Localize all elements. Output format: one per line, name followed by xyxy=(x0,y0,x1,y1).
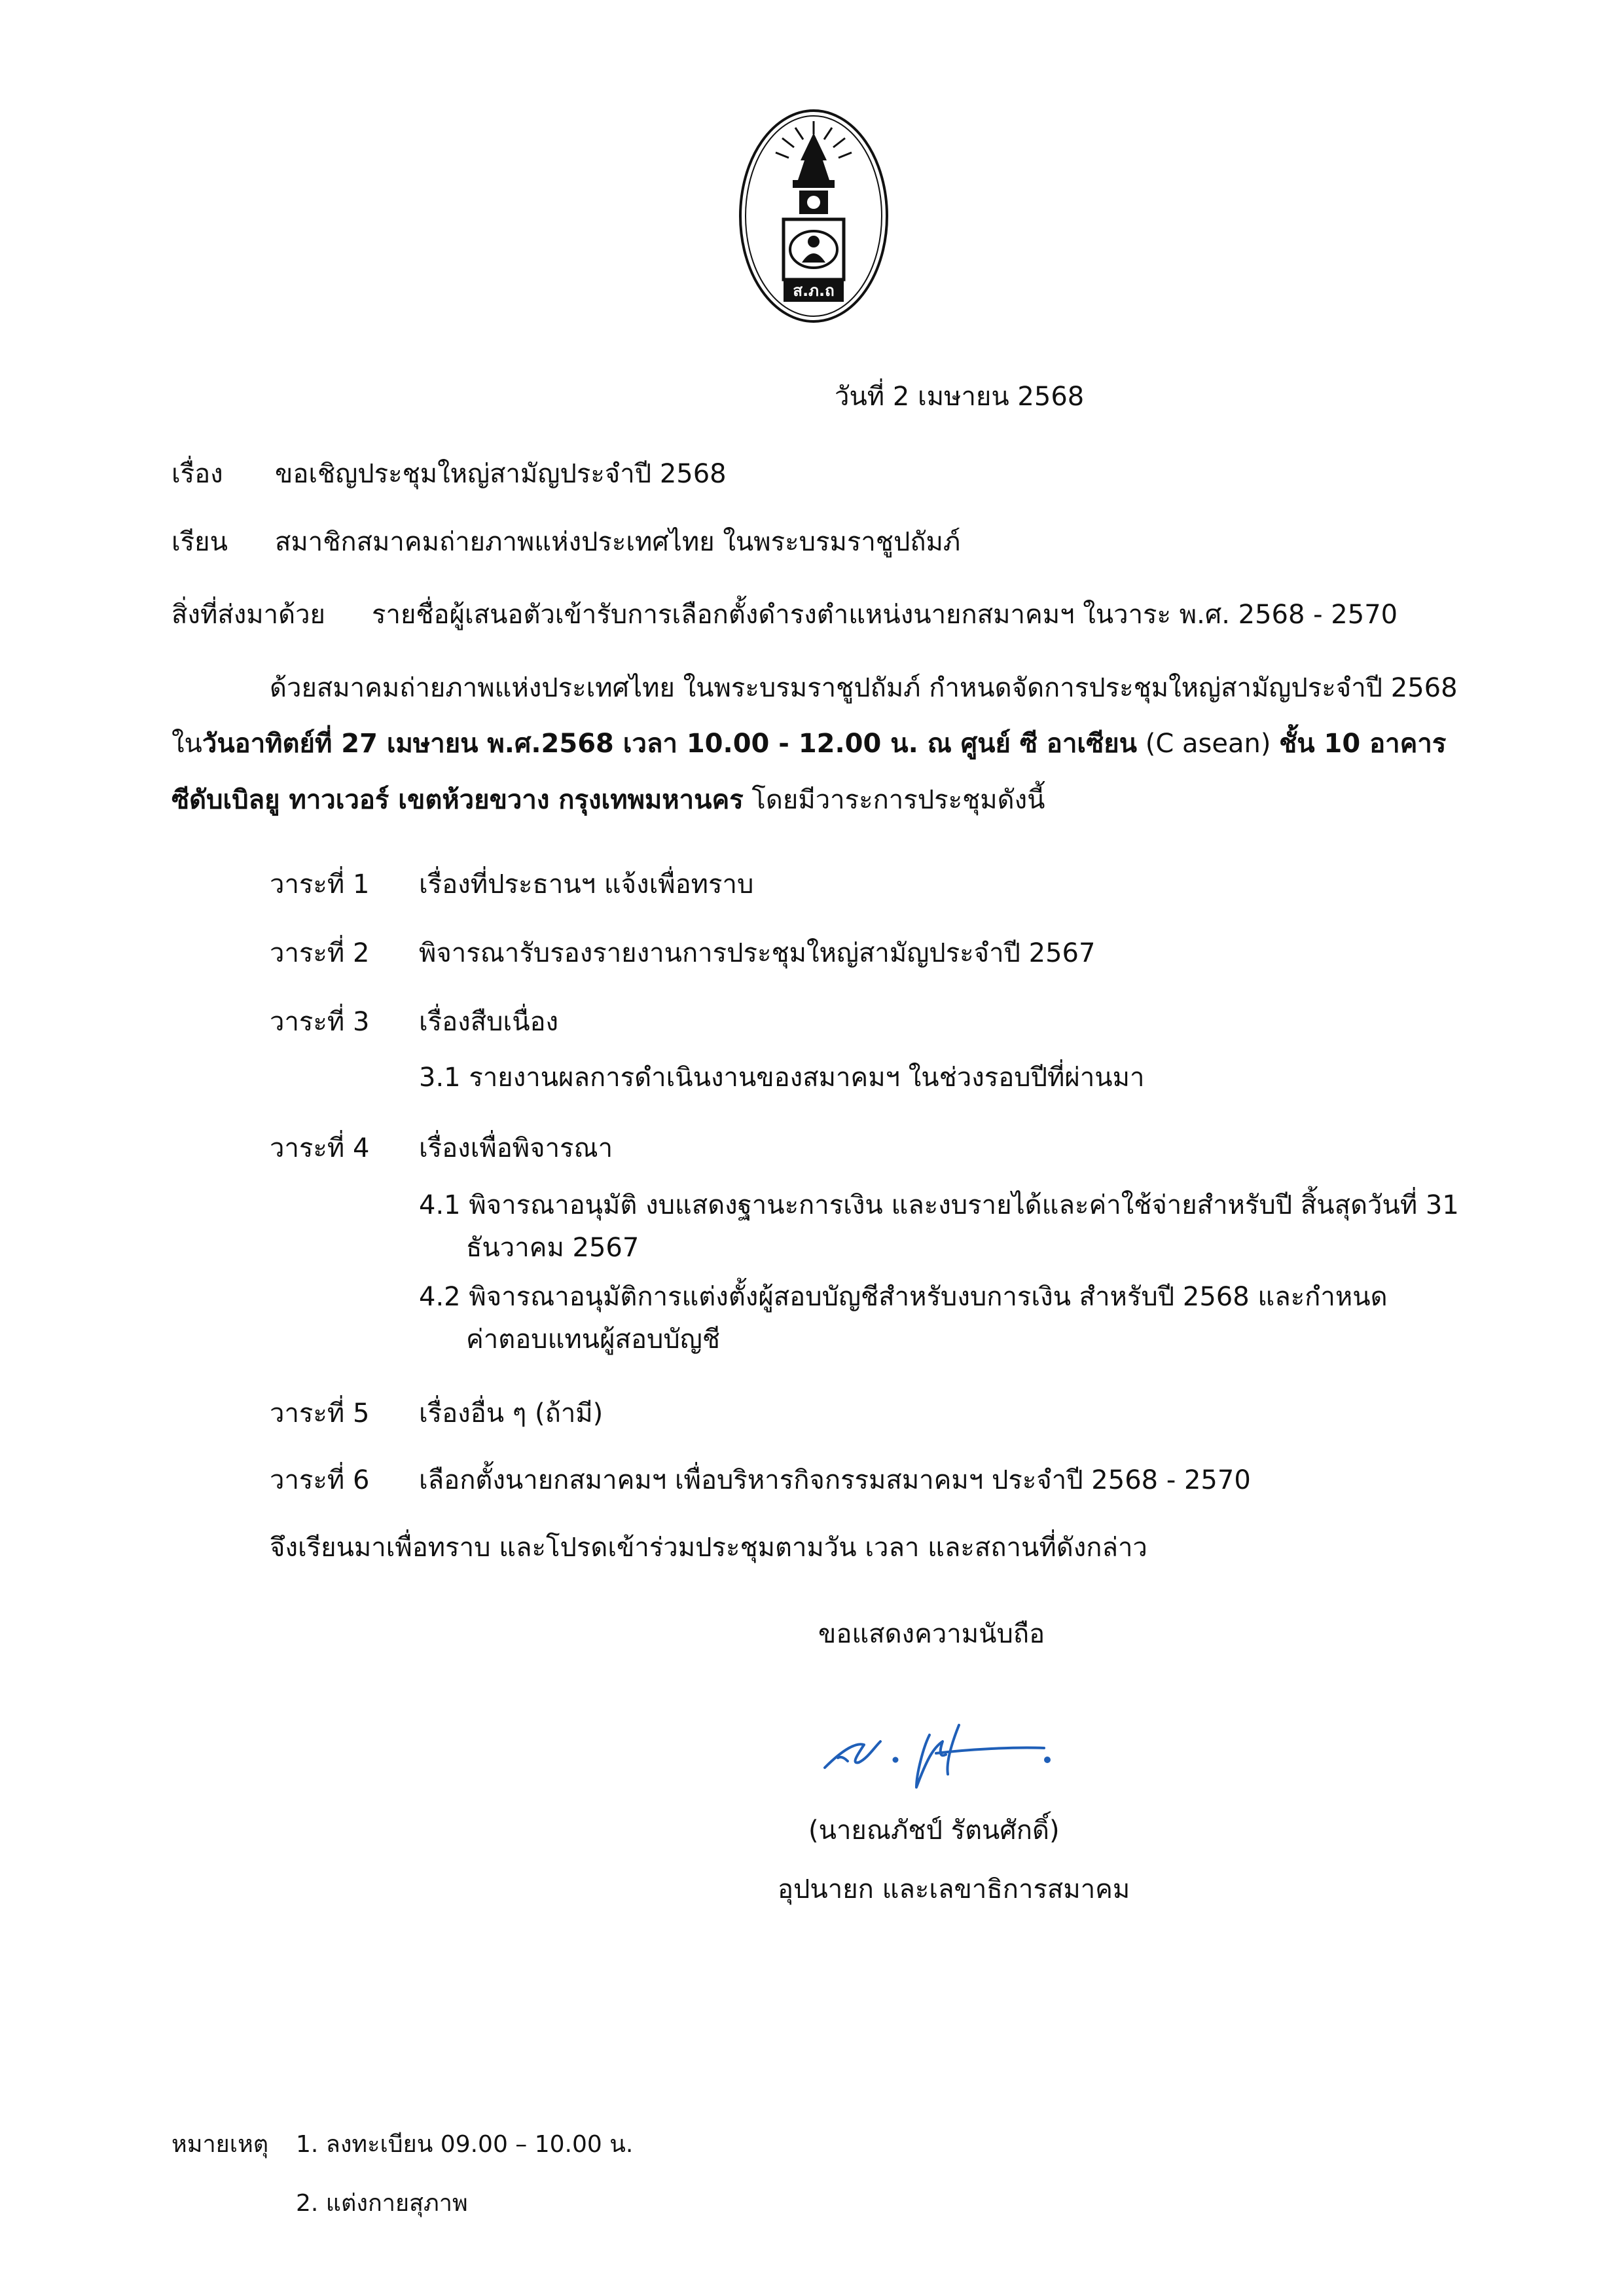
sub-item-3-1: 3.1 รายงานผลการดำเนินงานของสมาคมฯ ในช่วงรอบปีที่ผ่านมา xyxy=(419,1063,1145,1093)
intro-line-2-prefix: ใน xyxy=(171,729,202,759)
sub-item-4-2-line-1: 4.2 พิจารณาอนุมัติการแต่งตั้งผู้สอบบัญชีสำหรับงบการเงิน สำหรับปี 2568 และกำหนด xyxy=(419,1282,1388,1312)
venue-floor: ชั้น 10 อาคาร xyxy=(1279,729,1447,759)
meeting-datetime: วันอาทิตย์ที่ 27 เมษายน พ.ศ.2568 เวลา 10.00 - 12.00 น. ณ ศูนย์ ซี อาเซียน xyxy=(202,729,1138,759)
notes-label: หมายเหตุ xyxy=(171,2131,269,2158)
agenda-text-3: เรื่องสืบเนื่อง xyxy=(419,1007,559,1037)
signer-title: อุปนายก และเลขาธิการสมาคม xyxy=(778,1874,1130,1904)
venue-note: (C asean) xyxy=(1137,729,1280,759)
intro-line-3 xyxy=(171,783,1045,817)
seal-text: ส.ภ.ถ xyxy=(793,282,835,300)
date-line: วันที่ 2 เมษายน 2568 xyxy=(835,382,1085,412)
recipient-label: เรียน xyxy=(171,527,228,557)
agenda-label-6: วาระที่ 6 xyxy=(270,1465,370,1495)
subject-text: ขอเชิญประชุมใหญ่สามัญประจำปี 2568 xyxy=(275,459,727,489)
signer-name: (นายณภัชป์ รัตนศักดิ์) xyxy=(808,1815,1060,1846)
agenda-label-3: วาระที่ 3 xyxy=(270,1007,370,1037)
note-item-1: 1. ลงทะเบียน 09.00 – 10.00 น. xyxy=(296,2131,634,2158)
sub-item-4-1-line-1: 4.1 พิจารณาอนุมัติ งบแสดงฐานะการเงิน และงบรายได้และค่าใช้จ่ายสำหรับปี สิ้นสุดวันที่ 31 xyxy=(419,1190,1459,1220)
agenda-text-6: เลือกตั้งนายกสมาคมฯ เพื่อบริหารกิจกรรมสมาคมฯ ประจำปี 2568 - 2570 xyxy=(419,1465,1251,1495)
sub-item-4-1-line-2: ธันวาคม 2567 xyxy=(466,1233,640,1263)
agenda-text-5: เรื่องอื่น ๆ (ถ้ามี) xyxy=(419,1398,604,1429)
recipient-text: สมาชิกสมาคมถ่ายภาพแห่งประเทศไทย ในพระบรมราชูปถัมภ์ xyxy=(275,527,961,557)
enclosure-text: รายชื่อผู้เสนอตัวเข้ารับการเลือกตั้งดำรงตำแหน่งนายกสมาคมฯ ในวาระ พ.ศ. 2568 - 2570 xyxy=(372,600,1398,630)
intro-line-2 xyxy=(171,727,1446,761)
handwritten-signature xyxy=(818,1696,1054,1794)
agenda-text-2: พิจารณารับรองรายงานการประชุมใหญ่สามัญประจำปี 2567 xyxy=(419,938,1096,968)
intro-line-3-suffix: โดยมีวาระการประชุมดังนี้ xyxy=(743,785,1045,815)
venue-building: ซีดับเบิลยู ทาวเวอร์ เขตห้วยขวาง กรุงเทพมหานคร xyxy=(171,785,744,815)
closing-sentence: จึงเรียนมาเพื่อทราบ และโปรดเข้าร่วมประชุมตามวัน เวลา และสถานที่ดังกล่าว xyxy=(270,1533,1147,1563)
regards: ขอแสดงความนับถือ xyxy=(818,1619,1045,1649)
association-seal-icon xyxy=(738,108,890,324)
intro-line-1: ด้วยสมาคมถ่ายภาพแห่งประเทศไทย ในพระบรมราชูปถัมภ์ กำหนดจัดการประชุมใหญ่สามัญประจำปี 2568 xyxy=(270,673,1458,703)
note-item-2: 2. แต่งกายสุภาพ xyxy=(296,2190,468,2217)
agenda-label-4: วาระที่ 4 xyxy=(270,1133,370,1163)
enclosure-label: สิ่งที่ส่งมาด้วย xyxy=(171,600,325,630)
sub-item-4-2-line-2: ค่าตอบแทนผู้สอบบัญชี xyxy=(466,1324,720,1355)
agenda-text-4: เรื่องเพื่อพิจารณา xyxy=(419,1133,613,1163)
agenda-text-1: เรื่องที่ประธานฯ แจ้งเพื่อทราบ xyxy=(419,869,754,900)
agenda-label-1: วาระที่ 1 xyxy=(270,869,370,900)
subject-label: เรื่อง xyxy=(171,459,223,489)
agenda-label-5: วาระที่ 5 xyxy=(270,1398,370,1429)
agenda-label-2: วาระที่ 2 xyxy=(270,938,370,968)
